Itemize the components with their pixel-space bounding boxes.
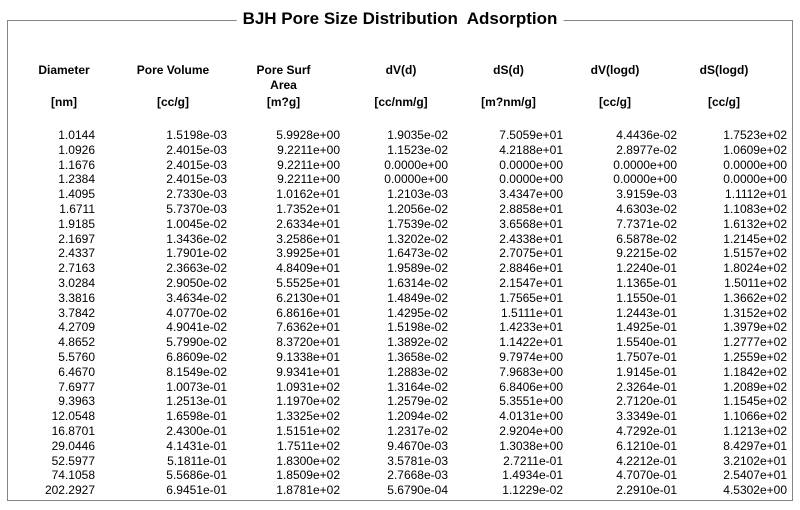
table-cell: 1.4934e-01 [502, 468, 563, 483]
table-cell: 1.0931e+02 [276, 379, 340, 394]
table-cell: 0.0000e+00 [499, 172, 563, 187]
table-row [8, 454, 792, 469]
table-cell: 1.5198e-02 [387, 320, 448, 335]
table-row [8, 158, 792, 173]
table-cell: 1.5540e-01 [616, 335, 677, 350]
table-cell: 1.5157e+02 [723, 246, 787, 261]
table-cell: 1.6132e+02 [723, 216, 787, 231]
table-cell: 3.0284 [58, 275, 95, 290]
table-cell: 4.9041e-02 [166, 320, 227, 335]
table-cell: 4.8409e+01 [276, 261, 340, 276]
table-cell: 4.6303e-02 [616, 201, 677, 216]
page-title: BJH Pore Size Distribution Adsorption [237, 9, 564, 29]
table-cell: 9.2211e+00 [277, 172, 340, 187]
table-cell: 1.5011e+02 [724, 275, 787, 290]
table-cell: 1.5151e+02 [276, 423, 340, 438]
table-cell: 1.1229e-02 [502, 483, 563, 498]
table-cell: 1.2089e+02 [723, 379, 787, 394]
table-cell: 4.2212e-01 [616, 453, 677, 468]
table-cell: 1.3662e+02 [723, 290, 787, 305]
table-cell: 1.2384 [58, 172, 95, 187]
table-cell: 1.2145e+02 [723, 231, 787, 246]
table-row [8, 409, 792, 424]
table-cell: 5.5760 [58, 349, 95, 364]
table-cell: 1.3436e-02 [166, 231, 227, 246]
table-cell: 1.2559e+02 [723, 349, 787, 364]
table-cell: 1.9035e-02 [387, 128, 448, 142]
table-cell: 1.9145e-01 [616, 364, 677, 379]
header-spacer [8, 111, 792, 128]
table-row [8, 483, 792, 498]
table-cell: 1.1970e+02 [276, 394, 340, 409]
table-cell: 3.3816 [58, 290, 95, 305]
column-label: dV(d) [385, 63, 417, 77]
column-label: dV(logd) [590, 63, 640, 77]
table-cell: 7.7371e-02 [616, 216, 677, 231]
column-unit-ds-d: [m?nm/g] [481, 95, 536, 109]
table-cell: 3.9159e-03 [616, 187, 677, 202]
column-header-ds-d [463, 63, 578, 95]
table-cell: 5.7370e-03 [166, 201, 227, 216]
table-row [8, 202, 792, 217]
table-cell: 1.7507e-01 [616, 349, 677, 364]
table-cell: 2.9050e-02 [166, 275, 227, 290]
table-cell: 5.3551e+00 [499, 394, 563, 409]
table-row [8, 291, 792, 306]
column-label: dS(d) [493, 63, 524, 77]
table-cell: 1.8300e+02 [276, 453, 340, 468]
table-cell: 1.5198e-03 [166, 128, 227, 142]
column-label: Pore Surf [256, 63, 311, 77]
table-cell: 1.3152e+02 [723, 305, 787, 320]
table-cell: 2.7330e-03 [166, 187, 227, 202]
column-label: Pore Volume [136, 63, 210, 77]
table-row [8, 143, 792, 158]
table-cell: 16.8701 [51, 423, 95, 438]
table-cell: 0.0000e+00 [723, 172, 787, 187]
table-row [8, 424, 792, 439]
table-cell: 1.3892e-02 [387, 335, 448, 350]
column-unit-dv-d: [cc/nm/g] [374, 95, 428, 109]
table-cell: 5.6790e-04 [387, 483, 448, 498]
table-cell: 1.6314e-02 [387, 275, 448, 290]
table-row [8, 394, 792, 409]
table-cell: 4.7070e-01 [616, 468, 677, 483]
column-header-ds-logd [690, 63, 792, 95]
table-cell: 1.7565e+01 [499, 290, 563, 305]
table-cell: 1.3979e+02 [723, 320, 787, 335]
table-cell: 2.2910e-01 [616, 483, 677, 498]
table-cell: 2.4015e-03 [166, 157, 227, 172]
table-cell: 2.4015e-03 [166, 172, 227, 187]
table-cell: 1.9589e-02 [387, 261, 448, 276]
table-cell: 7.6362e+01 [276, 320, 340, 335]
table-cell: 1.1550e-01 [616, 290, 677, 305]
table-row [8, 128, 792, 143]
column-label: Diameter [38, 63, 90, 77]
table-cell: 1.4095 [58, 187, 95, 202]
table-cell: 3.7842 [58, 305, 95, 320]
table-cell: 2.1547e+01 [499, 275, 563, 290]
table-row [8, 350, 792, 365]
table-row [8, 468, 792, 483]
table-row [8, 380, 792, 395]
table-cell: 4.2709 [58, 320, 95, 335]
table-cell: 7.5059e+01 [499, 128, 563, 142]
table-cell: 1.0926 [58, 142, 95, 157]
table-cell: 7.6977 [58, 379, 95, 394]
column-header-diameter [8, 63, 108, 95]
table-cell: 1.0073e-01 [166, 379, 227, 394]
table-cell: 12.0548 [51, 409, 95, 424]
table-cell: 1.2513e-01 [166, 394, 227, 409]
table-cell: 1.2777e+02 [723, 335, 787, 350]
table-cell: 1.1422e+01 [499, 335, 563, 350]
table-body [8, 128, 792, 498]
table-cell: 1.4849e-02 [387, 290, 448, 305]
table-cell: 1.7511e+02 [277, 438, 340, 453]
table-cell: 6.1210e-01 [616, 438, 677, 453]
table-cell: 1.1545e+02 [723, 394, 787, 409]
table-cell: 1.8024e+02 [723, 261, 787, 276]
table-cell: 1.5111e+01 [501, 305, 563, 320]
table-cell: 1.3164e-02 [387, 379, 448, 394]
table-cell: 6.5878e-02 [616, 231, 677, 246]
table-cell: 1.1676 [58, 157, 95, 172]
table-cell: 1.3658e-02 [387, 349, 448, 364]
table-cell: 2.4337 [58, 246, 95, 261]
table-cell: 2.7075e+01 [499, 246, 563, 261]
table-cell: 4.7292e-01 [616, 423, 677, 438]
table-cell: 0.0000e+00 [723, 157, 787, 172]
table-row [8, 306, 792, 321]
column-unit-pore-volume: [cc/g] [156, 95, 189, 109]
table-cell: 0.0000e+00 [384, 172, 448, 187]
table-cell: 9.2211e+00 [277, 157, 340, 172]
table-cell: 1.4925e-01 [616, 320, 677, 335]
table-row [8, 172, 792, 187]
table-cell: 9.3963 [58, 394, 95, 409]
column-header-dv-d [353, 63, 463, 95]
table-cell: 2.7668e-03 [387, 468, 448, 483]
table-cell: 0.0000e+00 [499, 157, 563, 172]
table-cell: 1.8781e+02 [276, 483, 340, 498]
table-cell: 1.2240e-01 [616, 261, 677, 276]
table-cell: 9.4670e-03 [387, 438, 448, 453]
table-cell: 1.2056e-02 [387, 201, 448, 216]
table-cell: 1.1213e+02 [723, 423, 787, 438]
column-unit-ds-logd: [cc/g] [707, 95, 740, 109]
table-cell: 6.8406e+00 [499, 379, 563, 394]
table-cell: 8.3720e+01 [276, 335, 340, 350]
table-cell: 4.4436e-02 [616, 128, 677, 142]
column-unit-pore-surf-area: [m?g] [266, 95, 301, 109]
table-cell: 2.8846e+01 [499, 261, 563, 276]
table-cell: 2.4338e+01 [499, 231, 563, 246]
table-cell: 9.2215e-02 [616, 246, 677, 261]
table-cell: 1.1112e+01 [725, 187, 787, 202]
table-cell: 9.9341e+01 [276, 364, 340, 379]
column-header-pore-surf-area [238, 63, 353, 95]
table-cell: 1.0609e+02 [723, 142, 787, 157]
table-cell: 3.9925e+01 [276, 246, 340, 261]
table-cell: 1.3202e-02 [387, 231, 448, 246]
column-unit-diameter: [nm] [51, 95, 77, 109]
table-cell: 3.2102e+01 [723, 453, 787, 468]
table-cell: 0.0000e+00 [384, 157, 448, 172]
table-cell: 2.8858e+01 [499, 201, 563, 216]
table-cell: 1.2317e-02 [387, 423, 448, 438]
column-header-dv-logd [578, 63, 690, 95]
table-cell: 9.2211e+00 [277, 142, 340, 157]
table-frame [7, 20, 793, 501]
table-cell: 202.2927 [44, 483, 95, 498]
table-cell: 3.4634e-02 [166, 290, 227, 305]
table-cell: 1.4295e-02 [387, 305, 448, 320]
table-cell: 4.0770e-02 [166, 305, 227, 320]
table-cell: 74.1058 [51, 468, 95, 483]
column-label: dS(logd) [699, 63, 749, 77]
table-cell: 7.9683e+00 [499, 364, 563, 379]
table-cell: 1.6473e-02 [387, 246, 448, 261]
table-cell: 5.5525e+01 [276, 275, 340, 290]
table-cell: 1.2103e-03 [387, 187, 448, 202]
table-row [8, 439, 792, 454]
table-cell: 1.6598e-01 [166, 409, 227, 424]
table-cell: 4.5302e+00 [723, 483, 787, 498]
table-cell: 1.3325e+02 [276, 409, 340, 424]
table-cell: 29.0446 [51, 438, 95, 453]
table-cell: 5.9928e+00 [276, 128, 340, 142]
table-cell: 4.1431e-01 [166, 438, 227, 453]
table-cell: 1.0162e+01 [276, 187, 340, 202]
table-cell: 9.1338e+01 [276, 349, 340, 364]
table-cell: 1.1523e-02 [387, 142, 448, 157]
table-row [8, 232, 792, 247]
table-cell: 1.8509e+02 [276, 468, 340, 483]
table-row [8, 261, 792, 276]
table-cell: 1.6711 [59, 201, 95, 216]
header-row-labels [8, 63, 792, 95]
table-row [8, 276, 792, 291]
table-cell: 5.1811e-01 [167, 453, 227, 468]
table-cell: 6.2130e+01 [276, 290, 340, 305]
table-cell: 2.5407e+01 [723, 468, 787, 483]
table-cell: 6.8609e-02 [166, 349, 227, 364]
table-cell: 0.0000e+00 [613, 157, 677, 172]
table-cell: 1.3038e+00 [499, 438, 563, 453]
table-row [8, 187, 792, 202]
table-cell: 2.3663e-02 [166, 261, 227, 276]
table-cell: 1.2443e-01 [616, 305, 677, 320]
table-cell: 1.9185 [58, 216, 95, 231]
table-cell: 2.7120e-01 [616, 394, 677, 409]
table-cell: 2.3264e-01 [616, 379, 677, 394]
bjh-data-table [8, 63, 792, 498]
table-cell: 2.1697 [58, 231, 95, 246]
table-cell: 2.8977e-02 [616, 142, 677, 157]
table-cell: 2.7211e-01 [503, 453, 563, 468]
table-cell: 2.7163 [58, 261, 95, 276]
column-header-pore-volume [108, 63, 238, 95]
table-cell: 1.1365e-01 [616, 275, 677, 290]
table-cell: 1.1842e+02 [723, 364, 787, 379]
table-cell: 2.9204e+00 [499, 423, 563, 438]
table-row [8, 217, 792, 232]
table-cell: 2.4015e-03 [166, 142, 227, 157]
table-cell: 3.5781e-03 [387, 453, 448, 468]
table-cell: 3.2586e+01 [276, 231, 340, 246]
table-row [8, 246, 792, 261]
table-cell: 8.1549e-02 [166, 364, 227, 379]
table-cell: 1.7901e-02 [166, 246, 227, 261]
table-cell: 1.2579e-02 [387, 394, 448, 409]
column-unit-dv-logd: [cc/g] [598, 95, 631, 109]
table-cell: 1.2883e-02 [387, 364, 448, 379]
table-cell: 1.7539e-02 [387, 216, 448, 231]
table-cell: 2.4300e-01 [166, 423, 227, 438]
table-cell: 1.4233e+01 [499, 320, 563, 335]
table-row [8, 335, 792, 350]
table-row [8, 365, 792, 380]
table-cell: 52.5977 [51, 453, 95, 468]
table-cell: 2.6334e+01 [276, 216, 340, 231]
table-cell: 1.1066e+02 [723, 409, 787, 424]
table-cell: 1.0144 [58, 128, 95, 142]
table-cell: 6.9451e-01 [166, 483, 227, 498]
table-cell: 6.8616e+01 [276, 305, 340, 320]
table-cell: 1.0045e-02 [166, 216, 227, 231]
table-cell: 5.5686e-01 [166, 468, 227, 483]
table-cell: 4.8652 [58, 335, 95, 350]
table-cell: 1.2094e-02 [387, 409, 448, 424]
header-row-units [8, 95, 792, 111]
table-cell: 3.6568e+01 [499, 216, 563, 231]
table-cell: 4.2188e+01 [499, 142, 563, 157]
column-label-line2: Area [270, 78, 297, 92]
table-cell: 0.0000e+00 [613, 172, 677, 187]
table-cell: 3.3349e-01 [616, 409, 677, 424]
table-cell: 8.4297e+01 [723, 438, 787, 453]
table-cell: 5.7990e-02 [166, 335, 227, 350]
table-cell: 9.7974e+00 [499, 349, 563, 364]
table-cell: 6.4670 [58, 364, 95, 379]
table-cell: 4.0131e+00 [499, 409, 563, 424]
table-cell: 1.1083e+02 [723, 201, 787, 216]
table-cell: 1.7352e+01 [276, 201, 340, 216]
table-cell: 1.7523e+02 [723, 128, 787, 142]
table-cell: 3.4347e+00 [499, 187, 563, 202]
table-row [8, 320, 792, 335]
